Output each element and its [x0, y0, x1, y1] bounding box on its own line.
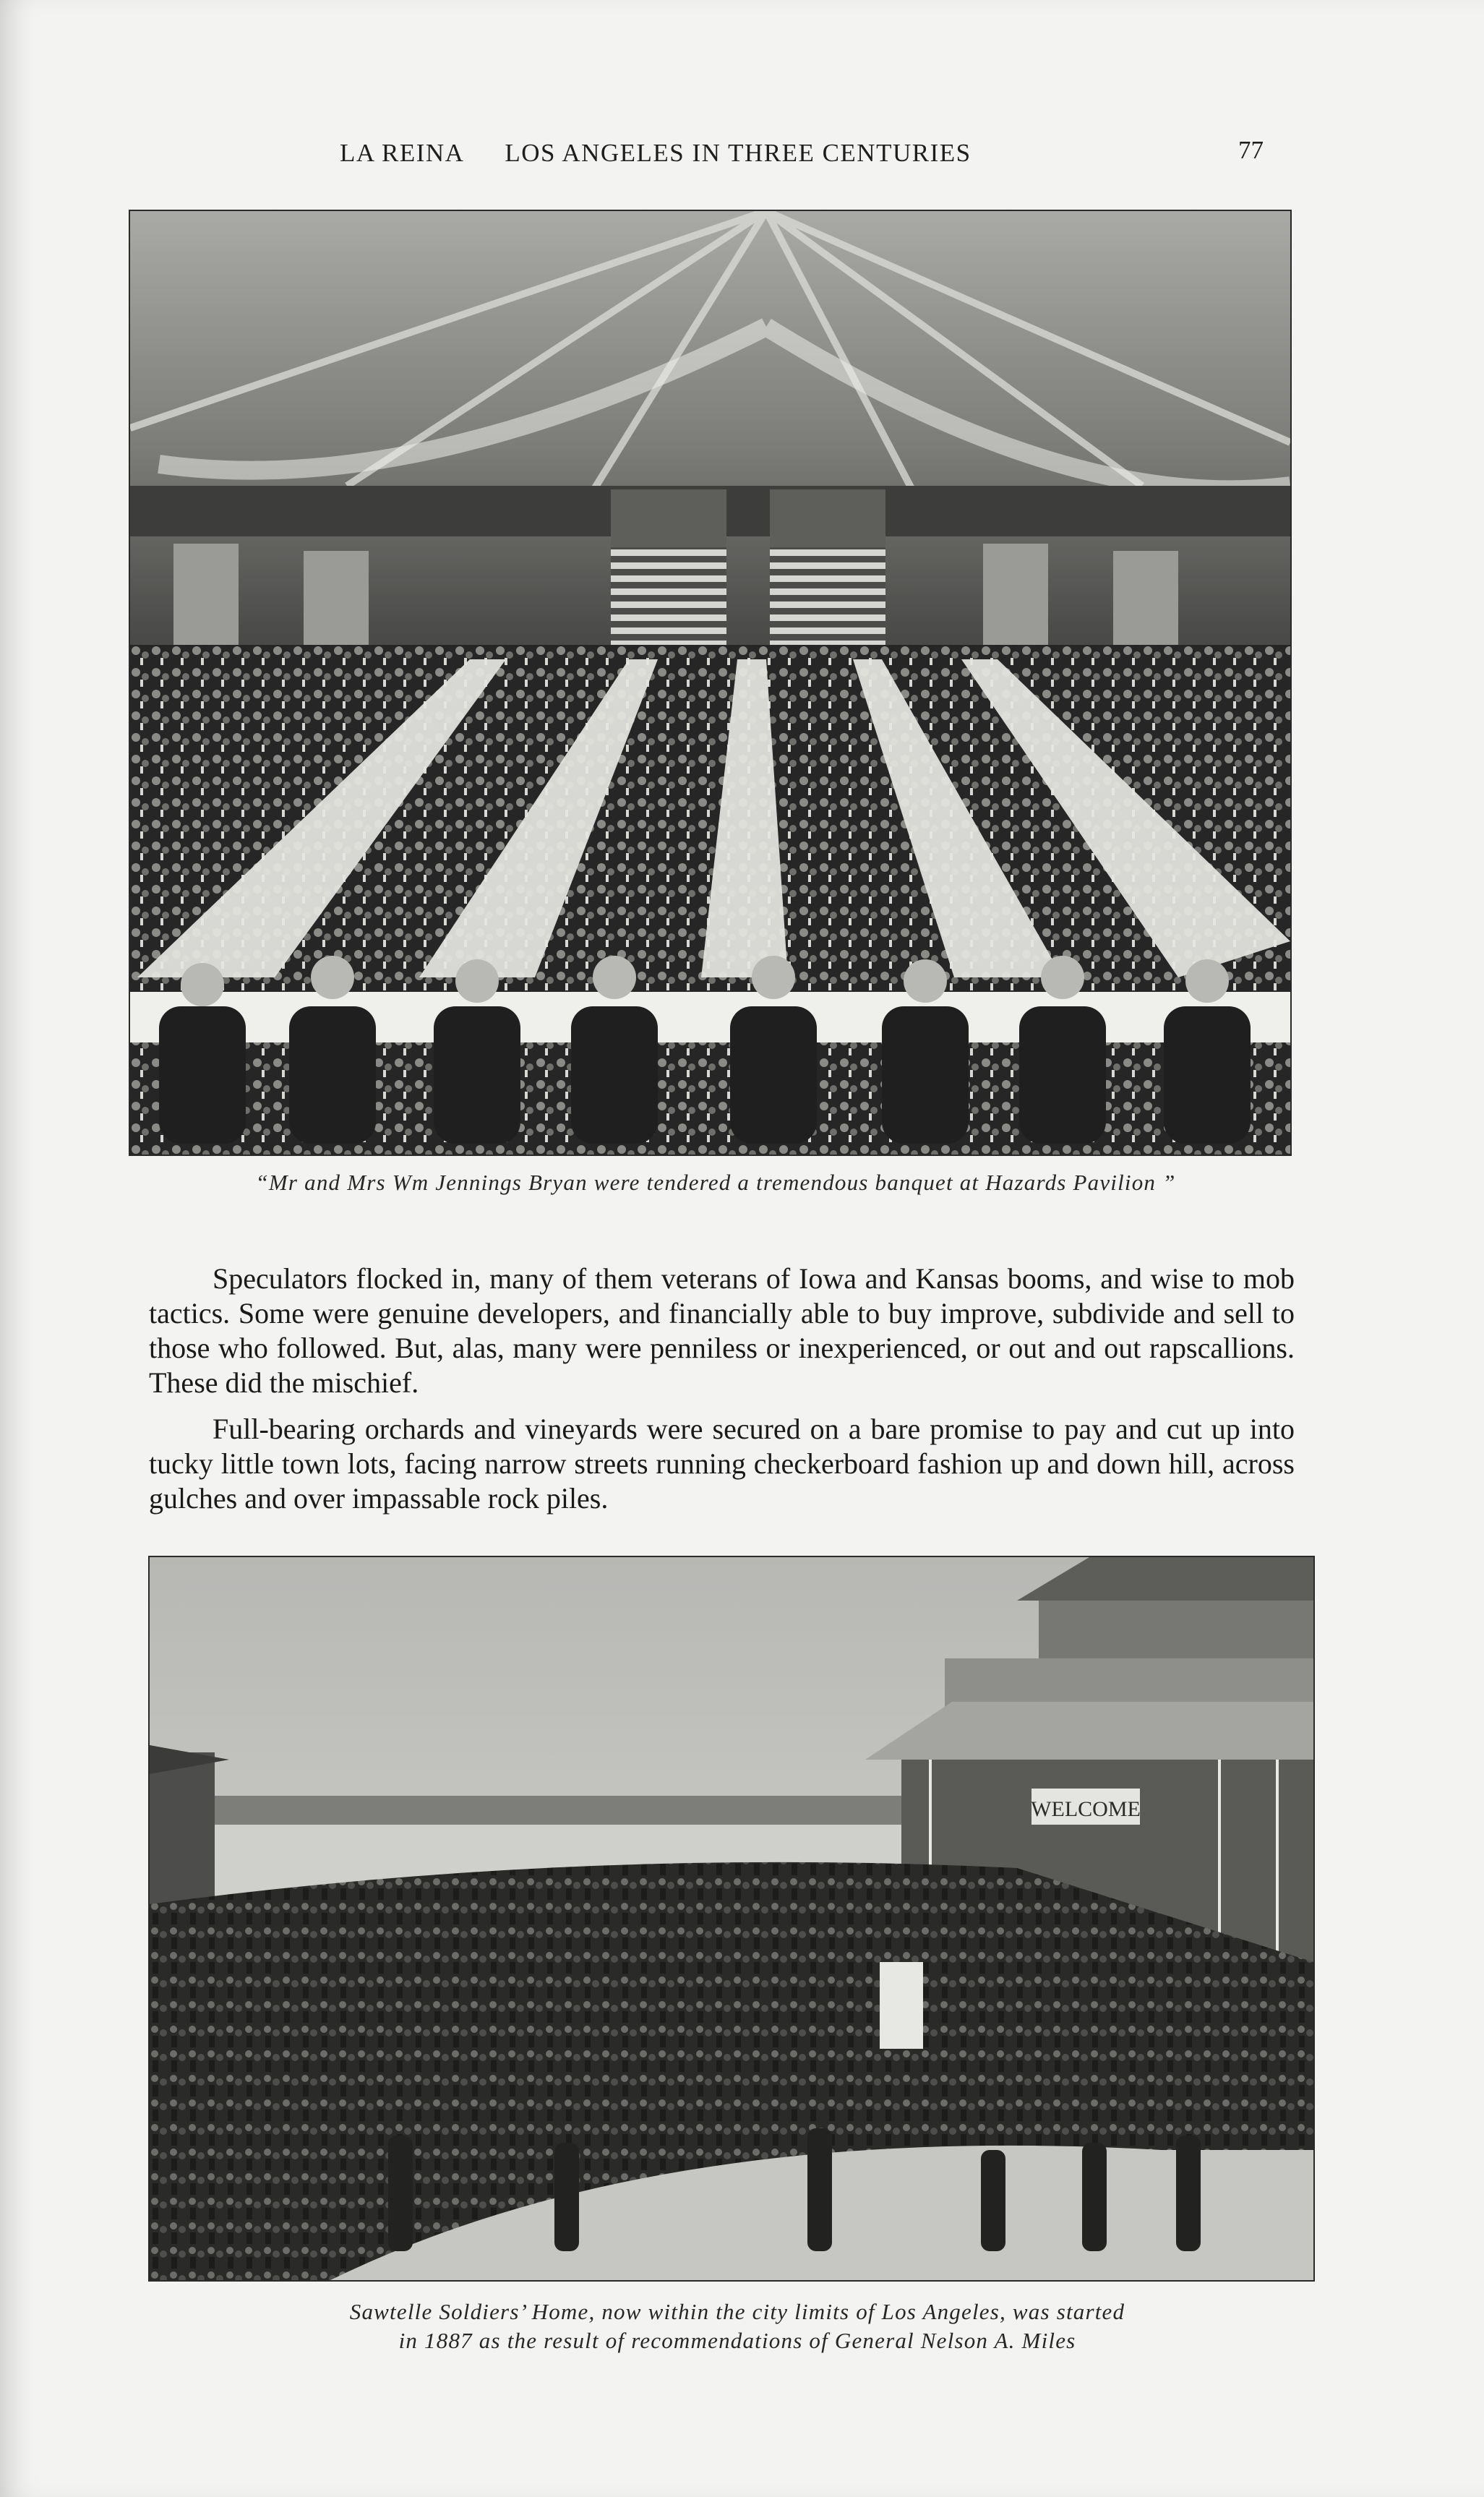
welcome-sign: WELCOME [1031, 1797, 1141, 1821]
paragraph-orchards: Full-bearing orchards and vineyards were secured on a bare promise to pay and cut up into tucky little town lots, facing narrow streets running checkerboard fashion up and down hill, across gulches and over impassable rock piles. [149, 1413, 1295, 1515]
banquet-photo-caption: “Mr and Mrs Wm Jennings Bryan were tendered a tremendous banquet at Hazards Pavilion ” [255, 1170, 1176, 1195]
soldiers-home-photo [148, 1556, 1315, 2282]
banquet-photo-image [130, 211, 1290, 1155]
running-head-right: LOS ANGELES IN THREE CENTURIES [505, 139, 972, 167]
soldiers-home-caption-line2: in 1887 as the result of recommendations of General Nelson A. Miles [398, 2328, 1076, 2353]
soldiers-home-photo-image [150, 1557, 1313, 2280]
soldiers-home-caption [173, 2297, 1301, 2355]
soldiers-home-caption-line1: Sawtelle Soldiers’ Home, now within the city limits of Los Angeles, was started [349, 2299, 1125, 2324]
paragraph-speculators: Speculators flocked in, many of them veterans of Iowa and Kansas booms, and wise to mob tactics. Some were genuine developers, and financially able to buy improve, subdivide and sell to those who followed. But, alas, many were penniless or inexperienced, or out and out rapscallions. These did the mischief. [149, 1262, 1295, 1399]
running-head [340, 139, 972, 168]
page-number: 77 [1238, 136, 1264, 164]
running-head-left: LA REINA [340, 139, 465, 167]
banquet-photo [129, 210, 1292, 1156]
body-text [149, 1262, 1295, 1528]
